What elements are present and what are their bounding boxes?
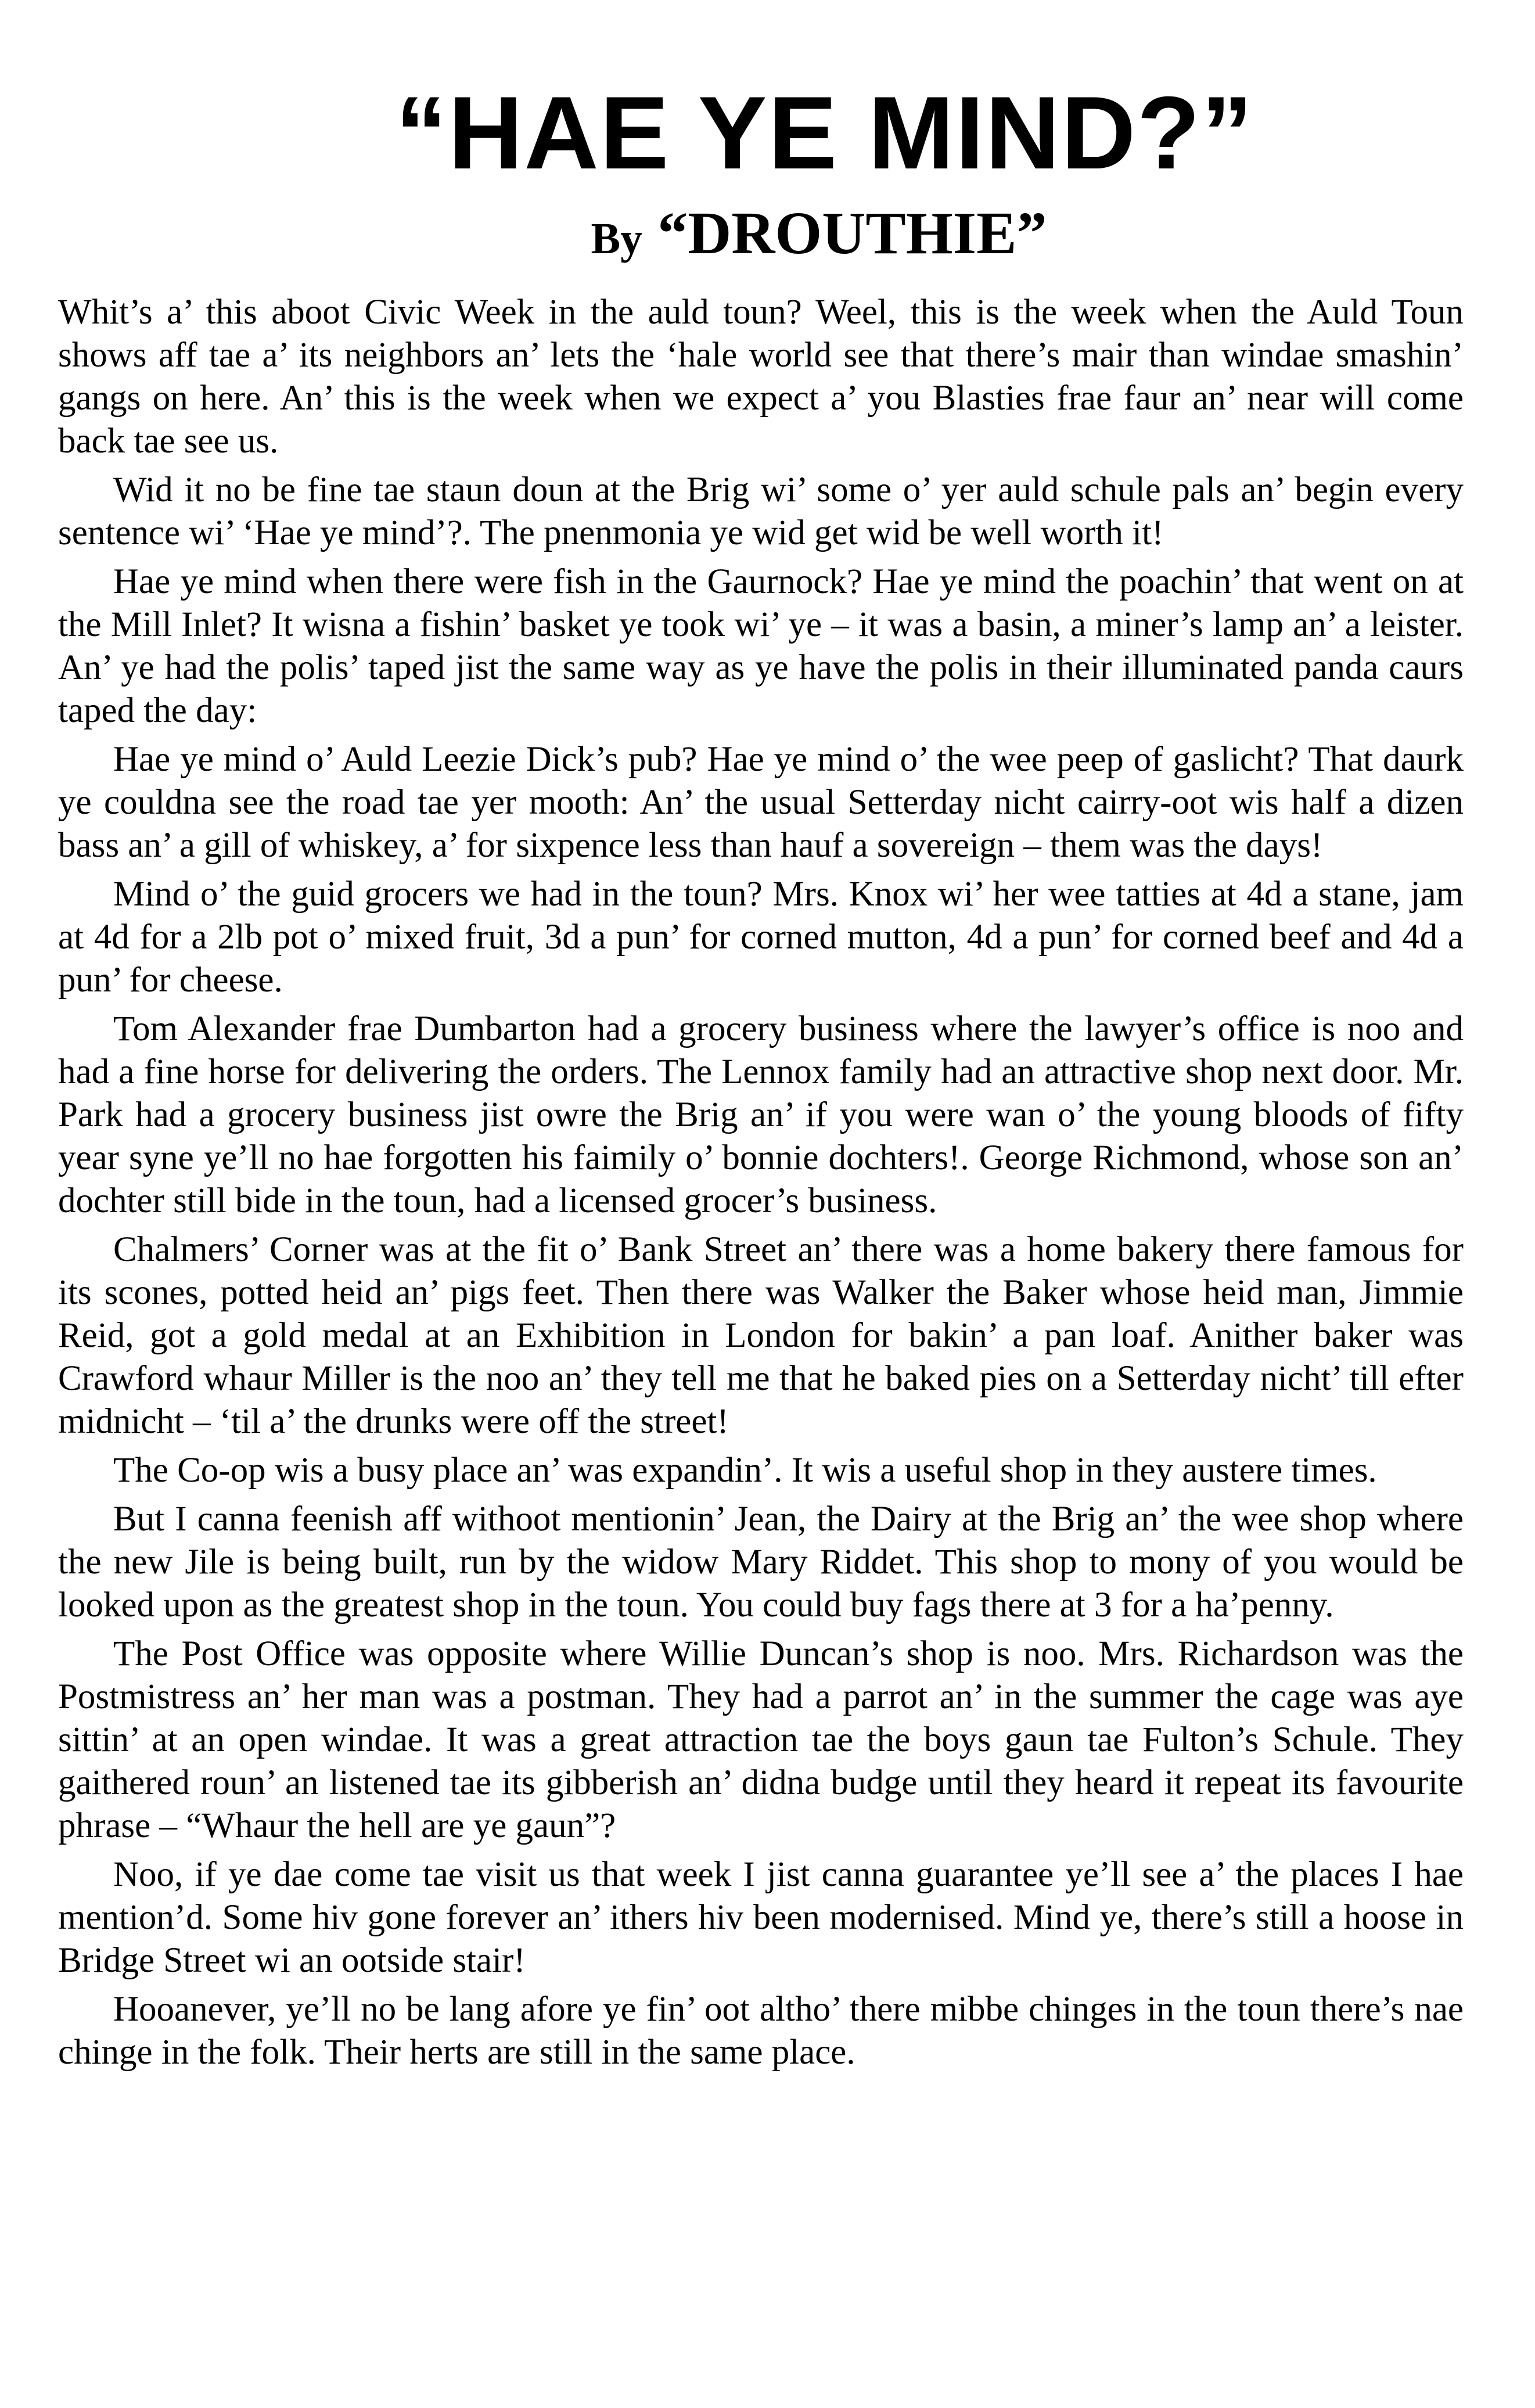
paragraph: But I canna feenish aff withoot mentionin’ Jean, the Dairy at the Brig an’ the wee shop where the new Jile is being built, run by the widow Mary Riddet. This shop to mony of you would be looked upon as the greatest shop in the toun. You could buy fags there at 3 for a ha’penny. xyxy=(58,1500,1464,1624)
article-title: “HAE YE MIND?” xyxy=(395,75,1254,191)
paragraph: Tom Alexander frae Dumbarton had a grocery business where the lawyer’s office is noo and had a fine horse for delivering the orders. The Lennox family had an attractive shop next door. Mr. Park had a grocery business jist owre the Brig an’ if you were wan o’ the young bloods of fifty year syne ye’ll no hae forgotten his faimily o’ bonnie dochters!. George Richmond, whose son an’ dochter still bide in the toun, had a licensed grocer’s business. xyxy=(58,1009,1464,1220)
paragraph: Hae ye mind o’ Auld Leezie Dick’s pub? Hae ye mind o’ the wee peep of gaslicht? That daurk ye couldna see the road tae yer mooth: An’ the usual Setterday nicht cairry-oot wis half a dizen bass an’ a gill of whiskey, a’ for sixpence less than hauf a sovereign – them was the days! xyxy=(58,740,1464,865)
paragraph: The Post Office was opposite where Willie Duncan’s shop is noo. Mrs. Richardson was the Postmistress an’ her man was a postman. They had a parrot an’ in the summer the cage was aye sittin’ at an open windae. It was a great attraction tae the boys gaun tae Fulton’s Schule. They gaithered roun’ an listened tae its gibberish an’ didna budge until they heard it repeat its favourite phrase – “Whaur the hell are ye gaun”? xyxy=(58,1634,1464,1845)
paragraph: Hooanever, ye’ll no be lang afore ye fin’ oot altho’ there mibbe chinges in the toun there’s nae chinge in the folk. Their herts are still in the same place. xyxy=(58,1990,1464,2072)
paragraph: Mind o’ the guid grocers we had in the toun? Mrs. Knox wi’ her wee tatties at 4d a stane, jam at 4d for a 2lb pot o’ mixed fruit, 3d a pun’ for corned mutton, 4d a pun’ for corned beef and 4d a pun’ for cheese. xyxy=(58,875,1464,1000)
byline-author: “DROUTHIE” xyxy=(657,200,1047,267)
byline xyxy=(58,199,1464,268)
paragraph: Hae ye mind when there were fish in the Gaurnock? Hae ye mind the poachin’ that went on at the Mill Inlet? It wisna a fishin’ basket ye took wi’ ye – it was a basin, a miner’s lamp an’ a leister. An’ ye had the polis’ taped jist the same way as ye have the polis in their illuminated panda caurs taped the day: xyxy=(58,562,1464,730)
paragraph: The Co-op wis a busy place an’ was expandin’. It wis a useful shop in they austere times. xyxy=(113,1451,1377,1490)
article-body xyxy=(58,291,1464,2074)
paragraph: Chalmers’ Corner was at the fit o’ Bank Street an’ there was a home bakery there famous for its scones, potted heid an’ pigs feet. Then there was Walker the Baker whose heid man, Jimmie Reid, got a gold medal at an Exhibition in London for bakin’ a pan loaf. Anither baker was Crawford whaur Miller is the noo an’ they tell me that he baked pies on a Setterday nicht’ till efter midnicht – ‘til a’ the drunks were off the street! xyxy=(58,1230,1464,1441)
paragraph: Whit’s a’ this aboot Civic Week in the auld toun? Weel, this is the week when the Auld Toun shows aff tae a’ its neighbors an’ lets the ‘hale world see that there’s mair than windae smashin’ gangs on here. An’ this is the week when we expect a’ you Blasties frae faur an’ near will come back tae see us. xyxy=(58,293,1464,461)
byline-prefix: By xyxy=(591,214,643,263)
paragraph: Wid it no be fine tae staun doun at the Brig wi’ some o’ yer auld schule pals an’ begin every sentence wi’ ‘Hae ye mind’?. The pnenmonia ye wid get wid be well worth it! xyxy=(58,470,1464,552)
article xyxy=(58,75,1464,2080)
paragraph: Noo, if ye dae come tae visit us that week I jist canna guarantee ye’ll see a’ the places I hae mention’d. Some hiv gone forever an’ ithers hiv been modernised. Mind ye, there’s still a hoose in Bridge Street wi an ootside stair! xyxy=(58,1855,1464,1980)
